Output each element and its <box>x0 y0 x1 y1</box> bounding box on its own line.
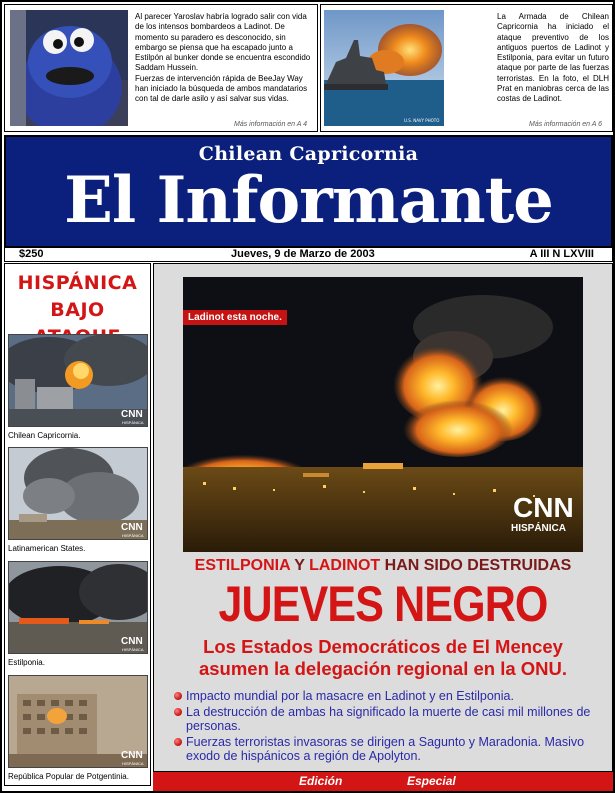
main-cnn-logo: CNN <box>513 492 574 523</box>
cnn-logo-3: CNN <box>121 636 143 647</box>
main-cnn-sub: HISPÁNICA <box>511 523 567 534</box>
cnn-sub-2: HISPÁNICA <box>122 533 144 538</box>
photo-credit: U.S. NAVY PHOTO <box>404 118 440 123</box>
footer-bar <box>153 772 613 791</box>
thumb-photo-1[interactable] <box>8 334 148 427</box>
thumb-photo-4[interactable] <box>8 675 148 768</box>
left-headline-line-2: BAJO <box>50 299 105 321</box>
bullet-item: La destrucción de ambas ha significado la muerte de casi mil millones de personas. <box>174 705 594 734</box>
date-bar <box>4 247 613 262</box>
subhead-place-1: ESTILPONIA <box>194 557 291 574</box>
main-story <box>153 263 613 772</box>
thumb-caption-4: República Popular de Potgentinia. <box>8 772 129 781</box>
photo-tag: Ladinot esta noche. <box>183 310 287 325</box>
thumb-photo-3[interactable] <box>8 561 148 654</box>
thumb-caption-2: Latinamerican States. <box>8 544 86 553</box>
thumb-caption-3: Estilponia. <box>8 658 45 667</box>
subhead-rest: HAN SIDO DESTRUIDAS <box>380 557 572 574</box>
teaser-left-photo <box>10 10 128 126</box>
masthead <box>4 135 613 248</box>
left-headline-line-1: HISPÁNICA <box>17 272 138 294</box>
teaser-right-more-link[interactable]: Más información en A 6 <box>528 121 602 128</box>
deck <box>154 636 612 680</box>
deck-line-2: asumen la delegación regional en la ONU. <box>198 658 568 679</box>
main-photo[interactable] <box>183 277 583 552</box>
teaser-left-paragraph-2: Fuerzas de intervención rápida de BeeJay Way han iniciado la búsqueda de ambos mandatarios con tal de darle asilo y así salvar sus vidas. <box>135 73 308 104</box>
cnn-sub-3: HISPÁNICA <box>122 647 144 652</box>
teaser-left <box>4 4 318 132</box>
cnn-logo-4: CNN <box>121 750 143 761</box>
footer-word-1: Edición <box>299 774 343 788</box>
teaser-right-photo <box>324 10 444 126</box>
masthead-title: El Informante <box>64 163 553 238</box>
left-column <box>4 263 151 786</box>
cnn-logo-1: CNN <box>121 409 143 420</box>
issue-date: Jueves, 9 de Marzo de 2003 <box>231 248 375 260</box>
bullet-item: Impacto mundial por la masacre en Ladinot y en Estilponia. <box>174 689 594 704</box>
teaser-left-text <box>135 12 313 105</box>
cnn-sub-4: HISPÁNICA <box>122 761 144 766</box>
cnn-sub-1: HISPÁNICA <box>122 420 144 425</box>
bullet-item: Fuerzas terroristas invasoras se dirigen a Sagunto y Maradonia. Masivo exodo de hispánicos a región de Apolyton. <box>174 735 594 764</box>
issue-number: A III N LXVIII <box>529 248 594 260</box>
teaser-left-paragraph-1: Al parecer Yaroslav habría logrado salir con vida de los intensos bombardeos a Ladinot. De momento su paradero es desconocido, sin embargo se piensa que ha escapado junto a Estilpón al bunker donde se encuentra escondido Saddam Hussein. <box>135 12 311 73</box>
footer-word-2: Especial <box>407 774 456 788</box>
teaser-left-more-link[interactable]: Más información en A 4 <box>233 121 307 128</box>
subhead-place-2: LADINOT <box>309 557 381 574</box>
thumb-photo-2[interactable] <box>8 447 148 540</box>
bullet-list <box>174 689 594 765</box>
teaser-right <box>320 4 613 132</box>
price: $250 <box>19 248 44 260</box>
cnn-logo-2: CNN <box>121 522 143 533</box>
teaser-right-text: La Armada de Chilean Capricornia ha iniciado el ataque preventivo de los antiguos puertos de Ladinot y Estilponia, para evitar un futuro ataque por parte de las fuerzas terroristas. En la foto, el DLH Prat en maniobras cerca de las costas de Ladinot. <box>497 12 609 104</box>
subheadline <box>154 557 612 575</box>
deck-line-1: Los Estados Democráticos de El Mencey <box>203 636 563 657</box>
main-headline: JUEVES NEGRO <box>218 576 548 632</box>
masthead-subtitle: Chilean Capricornia <box>198 143 419 165</box>
thumb-caption-1: Chilean Capricornia. <box>8 431 81 440</box>
subhead-conj: Y <box>290 557 310 574</box>
